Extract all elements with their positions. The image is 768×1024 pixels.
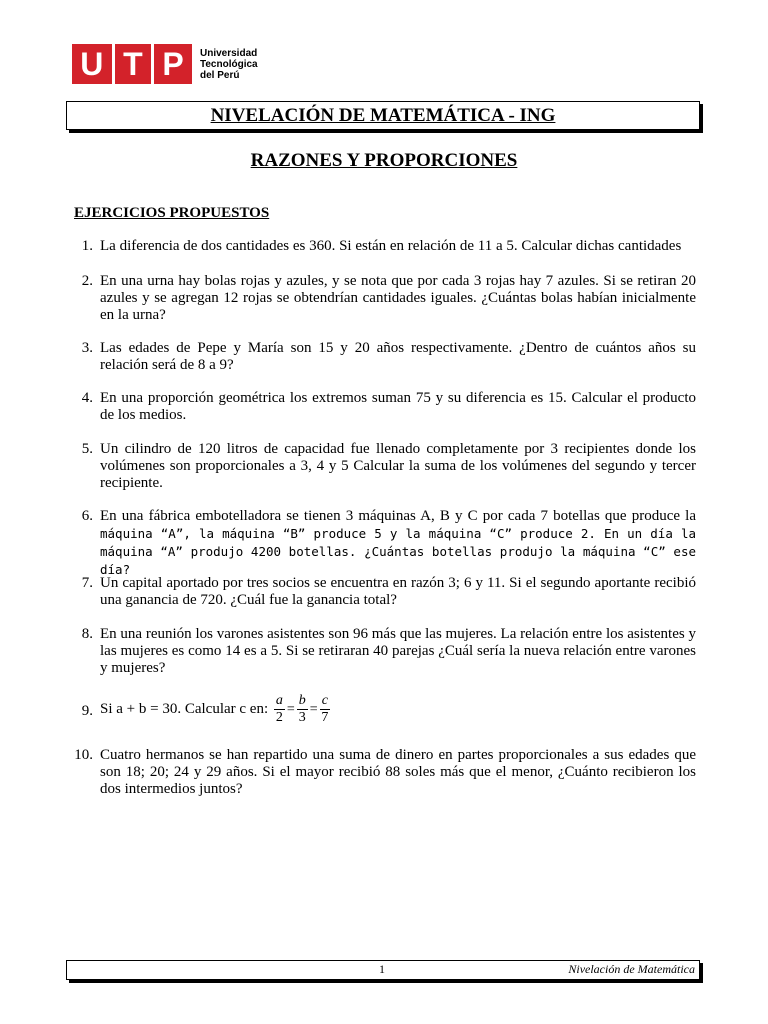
exercise-number: 2. — [81, 273, 93, 289]
exercise-number: 5. — [81, 441, 93, 457]
exercise-4 — [60, 390, 696, 424]
exercise-text: Cuatro hermanos se han repartido una suma de dinero en partes proporcionales a sus edades que son 18; 20; 24 y 29 años. Si el mayor recibió 88 soles más que el menor, ¿Cuánto recibieron los dos intermedios juntos? — [100, 747, 696, 797]
logo-letter-t: T — [123, 46, 143, 82]
exercise-text: La diferencia de dos cantidades es 360. Si están en relación de 11 a 5. Calcular dichas cantidades — [100, 238, 682, 254]
exercise-number: 7. — [81, 575, 93, 591]
section-heading: EJERCICIOS PROPUESTOS — [74, 205, 270, 221]
exercise-text: En una urna hay bolas rojas y azules, y se nota que por cada 3 rojas hay 7 azules. Si se retiran 20 azules y se agregan 12 rojas se obtendrían cantidades iguales. ¿Cuántas bolas habían inicialmente en la urna? — [100, 273, 696, 323]
exercise-text-part-b: máquina “A”, la máquina “B” produce 5 y la máquina “C” produce 2. En un día la máquina “A” produjo 4200 botellas. ¿Cuántas botellas produjo la máquina “C” ese día? — [100, 526, 696, 577]
exercise-number: 6. — [81, 508, 93, 524]
fraction-denominator: 3 — [298, 710, 306, 725]
page-title: NIVELACIÓN DE MATEMÁTICA - ING — [210, 104, 556, 126]
page-number: 1 — [379, 962, 385, 976]
university-name — [200, 48, 258, 81]
exercise-7 — [60, 575, 696, 609]
logo-separator — [112, 44, 115, 84]
exercise-number: 4. — [81, 390, 93, 406]
exercise-text: Un cilindro de 120 litros de capacidad fue llenado completamente por 3 recipientes donde los volúmenes son proporcionales a 3, 4 y 5 Calcular la suma de los volúmenes del segundo y tercer recipiente. — [100, 441, 696, 491]
page-subtitle: RAZONES Y PROPORCIONES — [250, 150, 518, 171]
exercise-10 — [60, 747, 696, 798]
fraction-a-over-2 — [274, 693, 285, 726]
fraction-numerator: c — [321, 693, 328, 708]
exercise-number: 10. — [74, 747, 93, 763]
university-name-line1: Universidad — [200, 47, 258, 59]
exercise-text-lead: Si a + b = 30. Calcular c en: — [100, 701, 269, 717]
logo-letter-u: U — [80, 46, 104, 82]
exercise-text — [100, 508, 696, 579]
utp-logo-mark — [72, 44, 192, 84]
logo-separator — [151, 44, 154, 84]
equals-sign: = — [309, 702, 318, 717]
exercise-1 — [60, 238, 696, 255]
university-name-line3: del Perú — [200, 69, 240, 81]
exercise-number: 3. — [81, 340, 93, 356]
fraction-numerator: a — [275, 693, 283, 708]
fraction-numerator: b — [298, 693, 306, 708]
title-box — [66, 101, 700, 130]
exercise-5 — [60, 441, 696, 492]
exercise-number: 8. — [81, 626, 93, 642]
logo-letter-p: P — [162, 46, 184, 82]
exercise-text — [100, 693, 696, 726]
exercise-text: En una proporción geométrica los extremos suman 75 y su diferencia es 15. Calcular el producto de los medios. — [100, 390, 696, 423]
exercise-3 — [60, 340, 696, 374]
utp-logo — [72, 44, 258, 84]
exercise-9 — [60, 693, 696, 726]
exercise-text-part-a: En una fábrica embotelladora se tienen 3 máquinas A, B y C por cada 7 botellas que produce la — [100, 508, 696, 524]
exercise-text: Un capital aportado por tres socios se encuentra en razón 3; 6 y 11. Si el segundo aportante recibió una ganancia de 720. ¿Cuál fue la ganancia total? — [100, 575, 696, 608]
exercise-2 — [60, 273, 696, 324]
fraction-b-over-3 — [297, 693, 308, 726]
exercise-8 — [60, 626, 696, 677]
exercise-text: Las edades de Pepe y María son 15 y 20 años respectivamente. ¿Dentro de cuántos años su relación será de 8 a 9? — [100, 340, 696, 373]
page-footer — [66, 960, 700, 980]
fraction-c-over-7 — [320, 693, 330, 726]
equals-sign: = — [286, 702, 295, 717]
fraction-denominator: 7 — [321, 710, 329, 725]
fraction-denominator: 2 — [275, 710, 283, 725]
university-name-line2: Tecnológica — [200, 58, 258, 70]
exercise-number: 1. — [81, 238, 93, 254]
exercise-text: En una reunión los varones asistentes son 96 más que las mujeres. La relación entre los asistentes y las mujeres es como 14 es a 5. Si se retiraran 40 parejas ¿Cuál sería la nueva relación entre varones y mujeres? — [100, 626, 696, 676]
exercise-number: 9. — [81, 703, 93, 719]
footer-course-name: Nivelación de Matemática — [568, 962, 695, 976]
exercise-6 — [60, 508, 696, 579]
